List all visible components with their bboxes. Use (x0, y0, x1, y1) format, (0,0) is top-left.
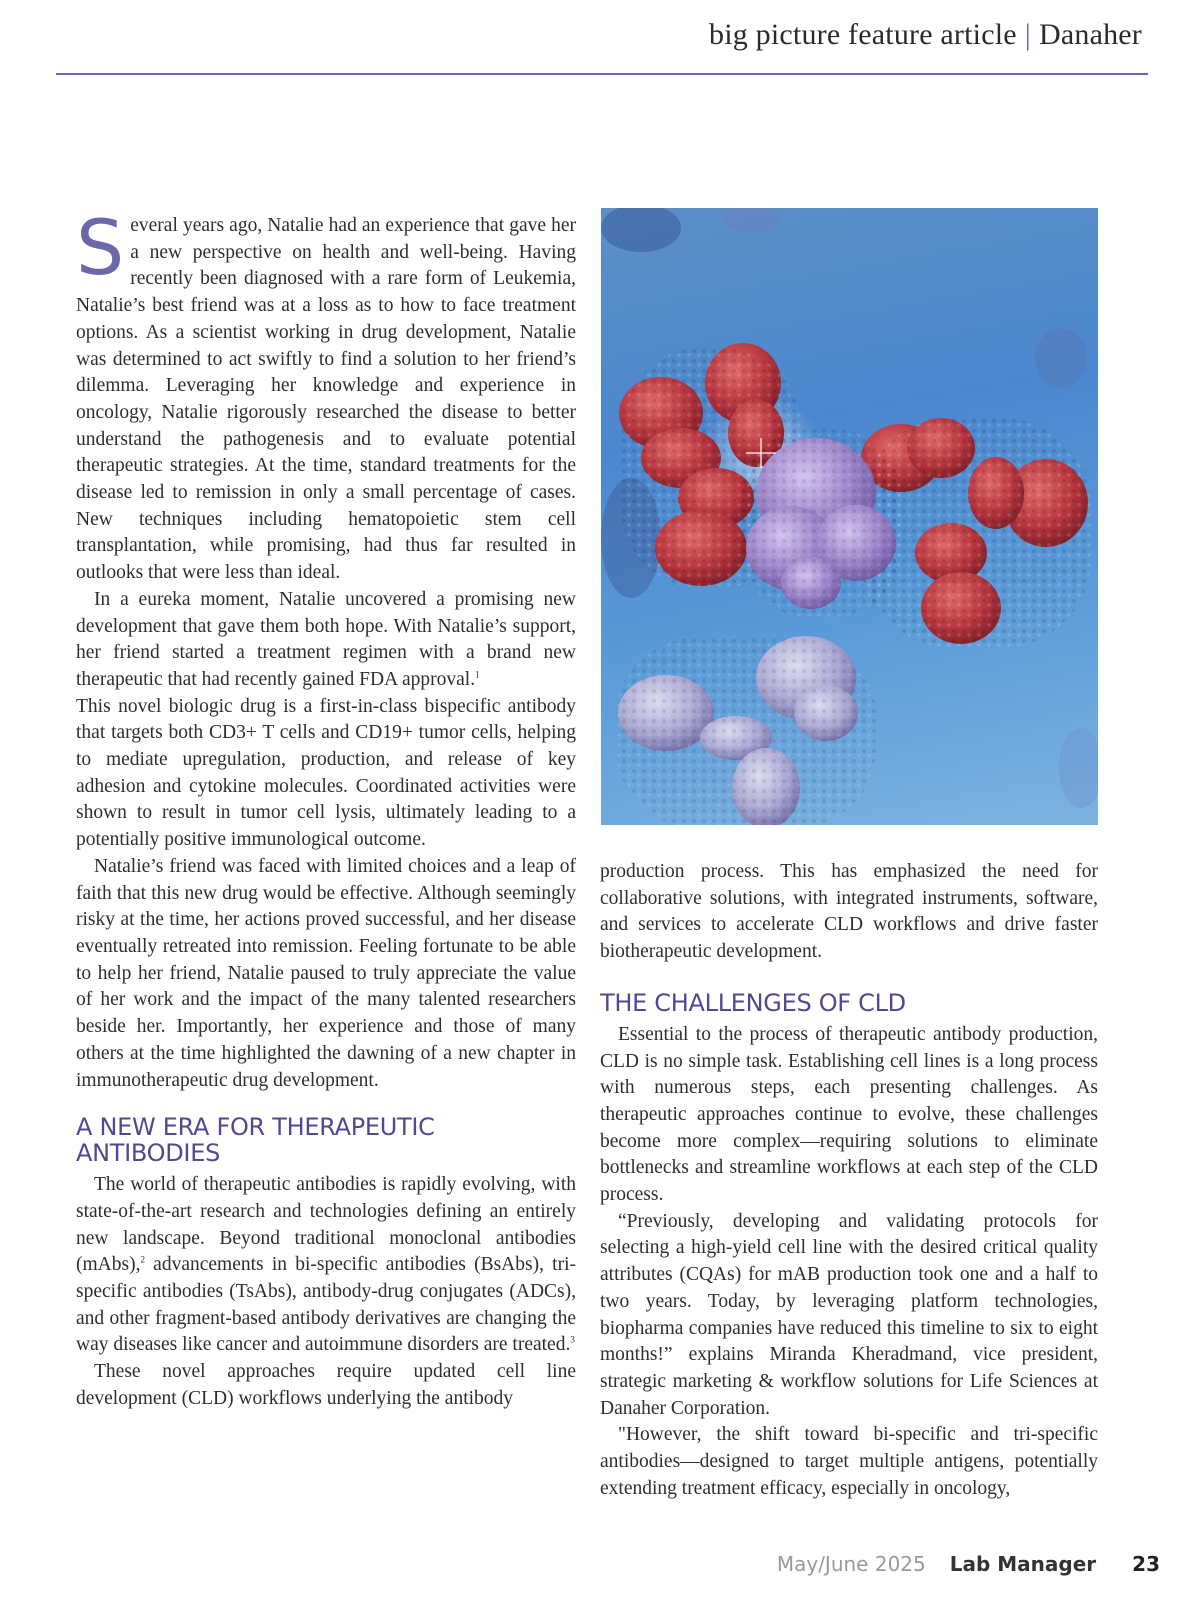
new-era-text-a: The world of therapeutic antibodies is rapidly evolving, with state-of-the-art research and technologies defining an entirely new landscape. Beyond traditional monoclonal antibodies (mAbs), (76, 1174, 576, 1276)
new-era-text-b: advancements in bi-specific antibodies (BsAbs), tri-specific antibodies (TsAbs), antibody-drug conjugates (ADCs), and other fragment-based antibody derivatives are changing the way diseases like cancer and autoimmune disorders are treated. (76, 1254, 576, 1356)
footer-page-number: 23 (1132, 1552, 1160, 1576)
right-column (600, 859, 1098, 1502)
heading-new-era: A NEW ERA FOR THERAPEUTIC ANTIBODIES (76, 1113, 435, 1168)
page-footer (777, 1552, 1160, 1576)
new-era-paragraph (76, 1172, 576, 1359)
antibody-illustration-svg (601, 208, 1098, 825)
reference-3: 3 (570, 1334, 575, 1345)
friend-paragraph: Natalie’s friend was faced with limited choices and a leap of faith that this new drug would be effective. Although seemingly risky at the time, her actions proved successful, and her disease eventually retreated into remission. Feeling fortunate to be able to help her friend, Natalie paused to truly appreciate the value of her work and the impact of the many talented researchers beside her. Importantly, her experience and those of many others at the time highlighted the dawning of a new chapter in immunotherapeutic drug development. (76, 855, 576, 1091)
header-section-label: big picture feature article (709, 18, 1017, 51)
header-sponsor-label: Danaher (1038, 18, 1142, 51)
drop-cap: S (76, 203, 125, 292)
eureka-paragraph (76, 587, 576, 694)
reference-2: 2 (140, 1254, 145, 1265)
drug-paragraph: This novel biologic drug is a first-in-class bispecific antibody that targets both CD3+ T cells and CD19+ tumor cells, helping to mediate upregulation, production, and release of key adhesion and cytokine molecules. Coordinated activities were shown to result in tumor cell lysis, ultimately leading to a potentially positive immunological outcome. (76, 695, 576, 851)
purple-central-protein (741, 428, 901, 618)
eureka-text: In a eureka moment, Natalie uncovered a promising new development that gave them both hope. With Natalie’s support, her friend started a treatment regimen with a brand new therapeutic that had recently gained FDA approval. (76, 588, 576, 690)
novel-approaches-paragraph: These novel approaches require updated cell line development (CLD) workflows underlying the antibody (76, 1361, 576, 1409)
lavender-lower-antibody (616, 636, 876, 825)
challenges-paragraph-3: "However, the shift toward bi-specific and tri-specific antibodies—designed to target multiple antigens, potentially extending treatment efficacy, especially in oncology, (600, 1424, 1098, 1499)
heading-challenges: THE CHALLENGES OF CLD (600, 988, 906, 1017)
page-header (56, 0, 1148, 75)
challenges-paragraph-1: Essential to the process of therapeutic antibody production, CLD is no simple task. Establishing cell lines is a long process with numerous steps, each presenting challenges. As therapeutic approaches continue to evolve, these challenges become more complex—requiring solutions to eliminate bottlenecks and streamline workflows at each step of the CLD process. (600, 1023, 1098, 1206)
left-column (76, 203, 576, 1413)
header-separator: | (1024, 18, 1031, 51)
footer-issue-date: May/June 2025 (776, 1552, 926, 1576)
intro-text: everal years ago, Natalie had an experience that gave her a new perspective on health and well-being. Having recently been diagnosed with a rare form of Leukemia, Natalie’s best friend was at a loss as to how to face treatment options. As a scientist working in drug development, Natalie was determined to act swiftly to find a solution to her friend’s dilemma. Leveraging her knowledge and experience in oncology, Natalie rigorously researched the disease to better understand the pathogenesis and to evaluate potential therapeutic strategies. At the time, standard treatments for the disease led to remission in only a small percentage of cases. New techniques including hematopoietic stem cell transplantation, while promising, had thus far resulted in outlooks that were less than ideal. (76, 215, 576, 584)
header-title (709, 18, 1142, 52)
intro-paragraph (76, 203, 576, 587)
reference-1: 1 (475, 669, 480, 680)
continuation-paragraph: production process. This has emphasized the need for collaborative solutions, with integrated instruments, software, and services to accelerate CLD workflows and drive faster biotherapeutic development. (600, 861, 1098, 963)
challenges-paragraph-2: “Previously, developing and validating protocols for selecting a high-yield cell line with the desired critical quality attributes (CQAs) for mAB production took one and a half to two years. Today, by leveraging platform technologies, biopharma companies have reduced this timeline to six to eight months!” explains Miranda Kheradmand, vice president, strategic marketing & workflow solutions for Life Sciences at Danaher Corporation. (600, 1210, 1098, 1419)
antibody-illustration (601, 208, 1098, 825)
footer-magazine-name: Lab Manager (949, 1552, 1097, 1576)
